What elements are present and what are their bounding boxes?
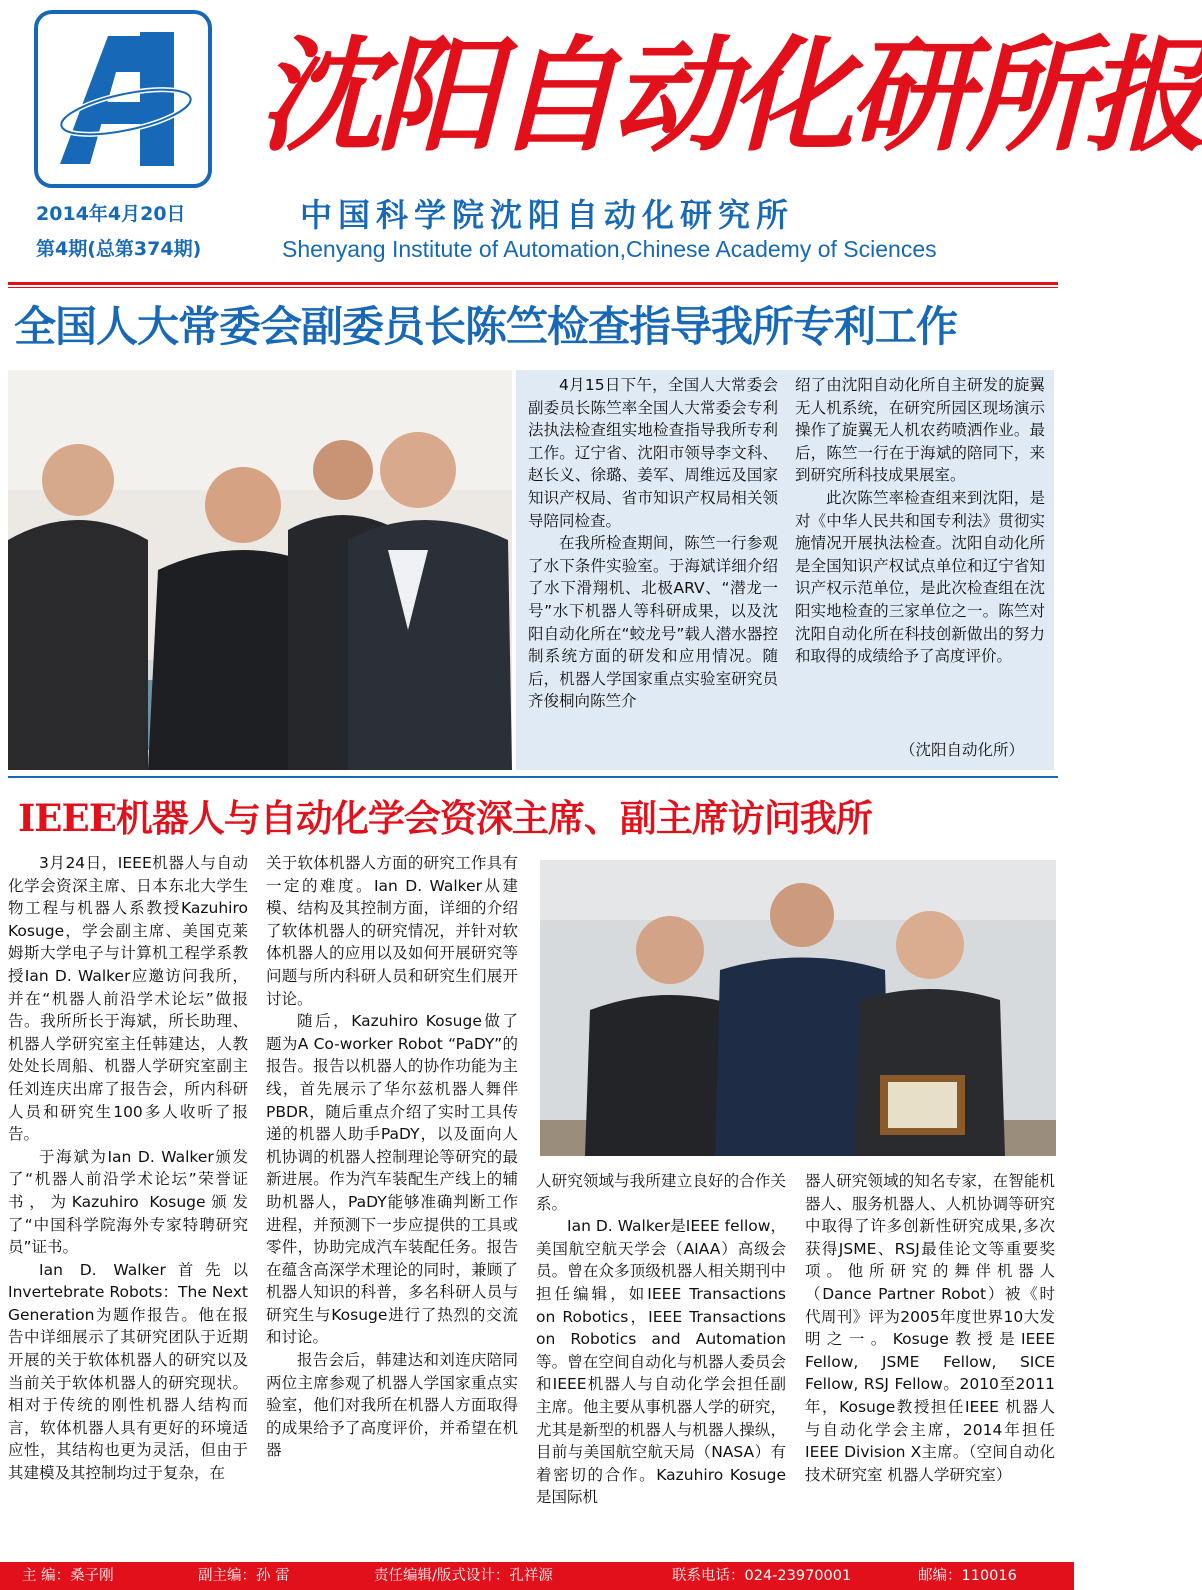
- sia-logo-icon: [34, 10, 212, 188]
- section-divider: [8, 776, 1058, 778]
- footer-phone: 联系电话：024-23970001: [672, 1568, 852, 1584]
- article1-source: （沈阳自动化所）: [900, 741, 1025, 759]
- issue-date: 2014年4月20日: [36, 203, 186, 225]
- article2-headline: IEEE机器人与自动化学会资深主席、副主席访问我所: [18, 796, 872, 840]
- paragraph: Ian D. Walker是IEEE fellow，美国航空航天学会（AIAA）高级会员。曾在众多顶级机器人相关期刊中担任编辑，如IEEE Transactions on Robotics，IEEE Transactions on Robotics and Automation等。曾在空间自动化与机器人委员会和IEEE机器人与自动化学会担任副主席。他主要从事机器人学的研究，尤其是新型的机器人与机器人操纵，目前与美国航空航天局（NASA）有着密切的合作。Kazuhiro Kosuge是国际机: [536, 1217, 786, 1507]
- paragraph-continued: 器人研究领域的知名专家，在智能机器人、服务机器人、人机协调等研究中取得了许多创新性研究成果,多次获得JSME、RSJ最佳论文等重要奖项。他所研究的舞伴机器人（Dance Partner Robot）被《时代周刊》评为2005年度世界10大发明之一。Kosuge教授是IEEE Fellow, JSME Fellow, SICE Fellow, RSJ Fellow。2010至2011年，Kosuge教授担任IEEE 机器人与自动化学会主席，2014年担任IEEE Division X主席。（空间自动化技术研究室 机器人学研究室）: [805, 1172, 1055, 1484]
- paragraph-continued: 人研究领域与我所建立良好的合作关系。: [536, 1172, 786, 1213]
- paragraph: 3月24日，IEEE机器人与自动化学会资深主席、日本东北大学生物工程与机器人系教授Kazuhiro Kosuge，学会副主席、美国克莱姆斯大学电子与计算机工程学系教授Ian D. Walker应邀访问我所，并在“机器人前沿学术论坛”做报告。我所所长于海斌，所长助理、机器人学研究室主任韩建达，人教处处长周船、机器人学研究室副主任刘连庆出席了报告会，所内科研人员和研究生100多人收听了报告。: [8, 854, 248, 1144]
- paragraph: Ian D. Walker首先以Invertebrate Robots：The Next Generation为题作报告。他在报告中详细展示了其研究团队于近期开展的关于软体机器人的研究以及当前关于软体机器人的研究现状。相对于传统的刚性机器人结构而言，软体机器人具有更好的环境适应性，其结构也更为灵活，但由于其建模及其控制均过于复杂，在: [8, 1260, 248, 1483]
- award-photo: [540, 860, 1056, 1156]
- article1-col1: [528, 374, 778, 758]
- header-divider-thin: [8, 287, 1058, 288]
- paragraph-continued: 关于软体机器人方面的研究工作具有一定的难度。Ian D. Walker从建模、结构及其控制方面，详细的介绍了软体机器人的研究情况，并针对软体机器人的应用以及如何开展研究等问题与所内科研人员和研究生们展开讨论。: [266, 854, 518, 1008]
- issue-number: 第4期(总第374期): [36, 238, 202, 260]
- article2-col4: [805, 1170, 1055, 1558]
- institute-name-en: Shenyang Institute of Automation,Chinese Academy of Sciences: [282, 236, 937, 262]
- footer-bar: [0, 1562, 1074, 1590]
- paragraph: 此次陈竺率检查组来到沈阳，是对《中华人民共和国专利法》贯彻实施情况开展执法检查。沈阳自动化所是全国知识产权试点单位和辽宁省知识产权示范单位，是此次检查组在沈阳实地检查的三家单位之一。陈竺对沈阳自动化所在科技创新做出的努力和取得的成绩给予了高度评价。: [795, 488, 1045, 666]
- paragraph: 4月15日下午，全国人大常委会副委员长陈竺率全国人大常委会专利法执法检查组实地检查指导我所专利工作。辽宁省、沈阳市领导李文科、赵长义、徐璐、姜军、周维远及国家知识产权局、省市知识产权局相关领导陪同检查。: [528, 376, 778, 530]
- footer-designer: 责任编辑/版式设计：孔祥源: [374, 1568, 553, 1584]
- article2-col3: [536, 1170, 786, 1558]
- footer-deputy-editor: 副主编：孙 雷: [198, 1568, 290, 1584]
- masthead-title: 沈阳自动化研所报: [258, 24, 1202, 169]
- article1-headline: 全国人大常委会副委员长陈竺检查指导我所专利工作: [14, 302, 958, 351]
- institute-name-cn: 中国科学院沈阳自动化研究所: [300, 196, 795, 234]
- paragraph: 报告会后，韩建达和刘连庆陪同两位主席参观了机器人学国家重点实验室，他们对我所在机器人方面取得的成果给予了高度评价，并希望在机器: [266, 1351, 518, 1460]
- footer-postcode: 邮编：110016: [918, 1568, 1017, 1584]
- paragraph: 于海斌为Ian D. Walker颁发了“机器人前沿学术论坛”荣誉证书，为Kazuhiro Kosuge颁发了“中国科学院海外专家特聘研究员”证书。: [8, 1147, 248, 1257]
- article2-col1: [8, 852, 248, 1558]
- footer-editor: 主 编：桑子刚: [22, 1568, 114, 1584]
- article1-col2: [795, 374, 1045, 736]
- header-divider: [8, 282, 1058, 285]
- article2-col2: [266, 852, 518, 1558]
- paragraph: 在我所检查期间，陈竺一行参观了水下条件实验室。于海斌详细介绍了水下滑翔机、北极ARV、“潜龙一号”水下机器人等科研成果，以及沈阳自动化所在“蛟龙号”载人潜水器控制系统方面的研发和应用情况。随后，机器人学国家重点实验室研究员齐俊桐向陈竺介: [528, 534, 778, 711]
- paragraph-continued: 绍了由沈阳自动化所自主研发的旋翼无人机系统，在研究所园区现场演示操作了旋翼无人机农药喷洒作业。最后，陈竺一行在于海斌的陪同下，来到研究所科技成果展室。: [795, 376, 1045, 485]
- inspection-photo: [8, 370, 512, 770]
- paragraph: 随后，Kazuhiro Kosuge做了题为A Co-worker Robot “PaDY”的报告。报告以机器人的协作功能为主线，首先展示了华尔兹机器人舞伴PBDR，随后重点介绍了实时工具传递的机器人助手PaDY，以及面向人机协调的机器人控制理论等研究的最新进展。作为汽车装配生产线上的辅助机器人，PaDY能够准确判断工作进程，并预测下一步应提供的工具或零件，协助完成汽车装配任务。报告在蕴含高深学术理论的同时，兼顾了机器人知识的科普，多名科研人员与研究生与Kosuge进行了热烈的交流和讨论。: [266, 1012, 518, 1347]
